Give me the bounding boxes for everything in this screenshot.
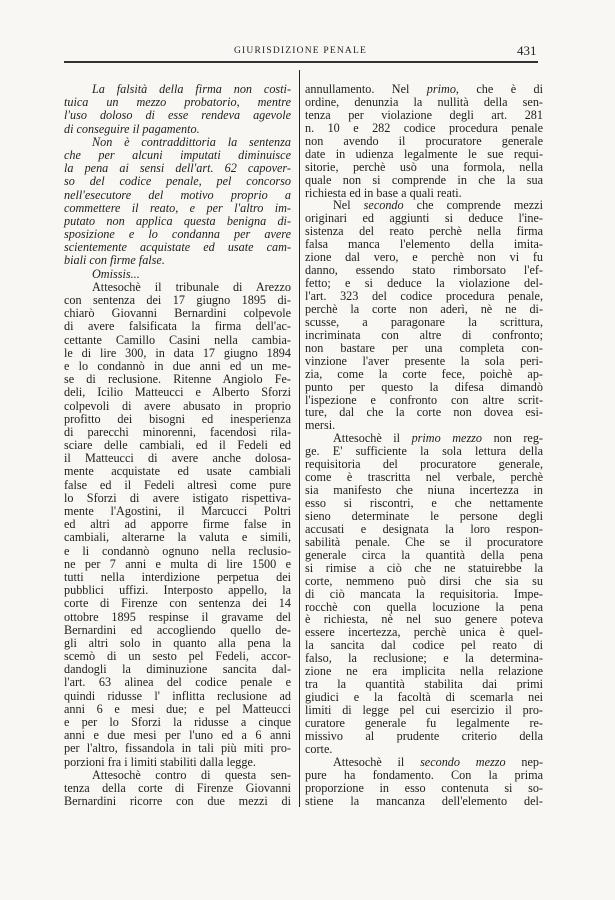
line-text: false ed il Fedeli altresì come pure bbox=[64, 477, 291, 492]
line-text: profitto dei bisogni ed inesperienza bbox=[64, 411, 291, 426]
text-line bbox=[305, 756, 543, 769]
text-line bbox=[64, 347, 291, 360]
line-text: giudici e la facoltà di scemarla nei bbox=[305, 690, 543, 705]
line-text: zia, come la corte fece, poichè ap- bbox=[305, 366, 543, 381]
line-text: falsa manca l'elemento della imita- bbox=[305, 237, 543, 252]
text-segment: , che è di bbox=[455, 82, 543, 96]
line-text: anni 6 e mesi due; e pel Matteucci bbox=[64, 701, 291, 716]
line-text: quindi ridusse l' inflitta reclusione ad bbox=[64, 688, 291, 703]
paragraph bbox=[305, 756, 543, 808]
text-line bbox=[305, 549, 543, 562]
line-text: per l'altro, fissandola in tali più miti pro- bbox=[64, 741, 291, 756]
line-text bbox=[319, 756, 543, 769]
line-text: mersi. bbox=[305, 418, 336, 433]
text-line bbox=[64, 109, 291, 122]
line-text: putato non applica questa benigna di- bbox=[64, 213, 291, 228]
text-line bbox=[305, 588, 543, 601]
line-text: punto per questo la difesa dimandò bbox=[305, 379, 543, 394]
paragraph bbox=[305, 199, 543, 432]
line-text: cettante Camillo Casini nella cambia- bbox=[64, 332, 291, 347]
text-line bbox=[64, 611, 291, 624]
column-divider bbox=[299, 70, 300, 807]
line-text: limiti di legge pel cui esercizio il pro- bbox=[305, 703, 543, 717]
text-line bbox=[64, 334, 291, 347]
line-text: sabilità penale. Che se il procuratore bbox=[305, 534, 543, 549]
text-line bbox=[305, 290, 543, 303]
line-text: e per lo Sforzi la ridusse a cinque bbox=[64, 715, 291, 729]
line-text: l'uso doloso di esse rendeva agevole bbox=[64, 108, 291, 123]
text-line bbox=[64, 676, 291, 689]
line-text: missivo al prudente criterio della bbox=[305, 728, 543, 743]
line-text: esso si riscontri, e che nettamente bbox=[305, 496, 543, 510]
line-text: di avere falsificata la firma dell'ac- bbox=[64, 319, 291, 334]
text-line bbox=[305, 148, 543, 161]
text-segment: annullamento. Nel bbox=[305, 82, 427, 96]
text-line bbox=[305, 316, 543, 329]
line-text: so del codice penale, pel concorso bbox=[64, 174, 291, 189]
line-text: di conseguire il pagamento. bbox=[64, 121, 200, 136]
line-text: non avendo il procuratore generale bbox=[305, 133, 543, 148]
line-text: Attesochè il tribunale di Arezzo bbox=[92, 279, 291, 294]
text-line bbox=[305, 381, 543, 394]
line-text: sieno determinate le persone degli bbox=[305, 508, 543, 523]
line-text: curatore generale fu legalmente re- bbox=[305, 715, 543, 730]
text-line bbox=[305, 717, 543, 730]
text-line bbox=[305, 536, 543, 549]
line-text: si rimise a ciò che ne statuirebbe la bbox=[305, 560, 543, 575]
line-text: corte di Firenze con sentenza dei 14 bbox=[64, 596, 291, 611]
line-text: requisitoria del procuratore generale, bbox=[305, 457, 543, 472]
header-rule bbox=[64, 61, 538, 63]
text-segment: non reg- bbox=[482, 431, 543, 446]
line-text: le di lire 300, in data 17 giugno 1894 bbox=[64, 345, 291, 360]
running-head: GIURISDIZIONE PENALE bbox=[234, 46, 367, 56]
line-text: nell'esecutore del motivo proprio a bbox=[64, 187, 291, 202]
italic-term: secondo mezzo bbox=[420, 754, 506, 769]
text-line bbox=[64, 400, 291, 413]
text-line bbox=[64, 558, 291, 571]
text-line bbox=[305, 122, 543, 135]
line-text: lo Sforzi di avere istigato rispettiva- bbox=[64, 490, 291, 505]
line-text: richiesta ed in base a quali reati. bbox=[305, 185, 462, 200]
line-text: sistenza del reato perchè nella firma bbox=[305, 224, 543, 239]
line-text: perchè la corte non aderì, nè ne di- bbox=[305, 301, 543, 316]
line-text: falso, la reclusione; e la determina- bbox=[305, 651, 543, 666]
line-text: pure ha fondamento. Con la prima bbox=[305, 767, 543, 782]
line-text: La falsità della firma non costi- bbox=[92, 82, 291, 96]
line-text: mente acquistate ed usate cambiali bbox=[64, 464, 291, 479]
line-text: colpevoli di avere abusato in proprio bbox=[64, 398, 291, 413]
paragraph bbox=[64, 83, 291, 136]
text-line bbox=[64, 254, 291, 267]
text-line bbox=[64, 413, 291, 426]
paragraph bbox=[64, 136, 291, 268]
paragraph bbox=[64, 769, 291, 809]
line-text: sitorie, perchè usò una formola, nella bbox=[305, 159, 543, 174]
text-line bbox=[64, 769, 291, 782]
line-text: biali con firme false. bbox=[64, 253, 165, 268]
line-text: ottobre 1895 respinse il gravame del bbox=[64, 609, 291, 624]
line-text: tenza per violazione degli art. 281 bbox=[305, 107, 543, 122]
text-line bbox=[64, 479, 291, 492]
line-text: la sancita dal codice pel reato di bbox=[305, 638, 543, 653]
text-segment: che comprende mezzi bbox=[403, 198, 543, 213]
text-line bbox=[305, 704, 543, 717]
line-text: essere incertezza, perchè unica è quel- bbox=[305, 625, 543, 640]
line-text: gli altri solo in quanto alla pena la bbox=[64, 635, 291, 650]
line-text: scemò di un sesto pel Fedeli, accor- bbox=[64, 649, 291, 664]
left-column bbox=[64, 83, 291, 808]
line-text: tenza della corte di Firenze Giovanni bbox=[64, 780, 291, 795]
text-line bbox=[64, 123, 291, 136]
text-segment: Attesochè il bbox=[333, 431, 412, 446]
line-text: anni e due mesi per l'uno ed a 6 anni bbox=[64, 728, 291, 743]
text-line bbox=[305, 406, 543, 419]
line-text: dandogli la diminuzione sancita dal- bbox=[64, 662, 291, 677]
text-line bbox=[305, 368, 543, 381]
page-number: 431 bbox=[517, 43, 537, 58]
line-text: ge. E' sufficiente la sola lettura della bbox=[305, 444, 543, 459]
text-line bbox=[64, 465, 291, 478]
line-text: sciare delle cambiali, ed il Fedeli ed bbox=[64, 438, 291, 453]
text-line bbox=[305, 96, 543, 109]
line-text: vinzione l'aver presente la sola peri- bbox=[305, 353, 543, 368]
line-text: ne per 7 anni e multa di lire 1500 e bbox=[64, 556, 291, 571]
text-line bbox=[305, 510, 543, 523]
line-text: se di reclusione. Ritenne Angiolo Fe- bbox=[64, 372, 291, 387]
line-text: l'art. 63 alinea del codice penale e bbox=[64, 675, 291, 690]
text-line bbox=[64, 795, 291, 808]
text-line bbox=[64, 268, 291, 281]
line-text: con sentenza dei 17 giugno 1895 di- bbox=[64, 293, 291, 307]
paragraph bbox=[64, 281, 291, 769]
line-text: Bernardini ed accogliendo quello de- bbox=[64, 622, 291, 637]
line-text: mente l'Agostini, il Marcucci Poltri bbox=[64, 504, 291, 518]
text-segment: nep- bbox=[505, 754, 544, 769]
text-line bbox=[305, 795, 543, 808]
line-text: la pena ai sensi dell'art. 62 capover- bbox=[64, 161, 291, 176]
text-segment: Nel bbox=[333, 198, 364, 213]
line-text: e li condannò ognuno nella reclusio- bbox=[64, 543, 291, 558]
text-line bbox=[305, 769, 543, 782]
line-text: danno, essendo stato rimborsato l'ef- bbox=[305, 263, 543, 278]
line-text: quale non si comprende in che la sua bbox=[305, 172, 543, 187]
line-text: corte, nemmeno può dirsi che sia su bbox=[305, 573, 543, 588]
line-text: fetto; e si deduce la violazione del- bbox=[305, 276, 543, 291]
text-segment: Attesochè il bbox=[333, 754, 421, 769]
text-line bbox=[64, 690, 291, 703]
line-text: l'ispezione e confronto con altre scrit- bbox=[305, 392, 543, 407]
line-text: Attesochè contro di questa sen- bbox=[92, 767, 291, 782]
line-text: Bernardini ricorre con due mezzi di bbox=[64, 794, 291, 809]
text-line bbox=[305, 135, 543, 148]
italic-term: primo bbox=[426, 82, 456, 96]
line-text: il Matteucci di avere anche dolosa- bbox=[64, 451, 291, 466]
text-line bbox=[305, 497, 543, 510]
text-line bbox=[64, 136, 291, 149]
text-line bbox=[64, 742, 291, 755]
line-text: rocchè con quella locuzione la pena bbox=[305, 599, 543, 614]
line-text: Non è contraddittoria la sentenza bbox=[92, 134, 291, 149]
line-text: tutti nella interdizione perpetua dei bbox=[64, 569, 291, 584]
line-text: scientemente acquistate ed usate cam- bbox=[64, 240, 291, 255]
line-text: zione dal vero, e perchè non vi fu bbox=[305, 250, 543, 265]
text-line bbox=[305, 562, 543, 575]
text-line bbox=[64, 320, 291, 333]
line-text: che per alcuni imputati diminuisce bbox=[64, 147, 291, 162]
line-text: corte. bbox=[305, 741, 333, 756]
line-text: come è trascritta nel verbale, perchè bbox=[305, 470, 543, 485]
line-text: stiene la mancanza dell'elemento del- bbox=[305, 793, 543, 808]
text-line bbox=[305, 83, 543, 96]
text-line bbox=[305, 523, 543, 536]
line-text: porzioni fra i limiti stabiliti dalla legge. bbox=[64, 754, 256, 769]
line-text: proporzione in esso contenuta si so- bbox=[305, 780, 543, 795]
line-text: chiarò Giovanni Bernardini colpevole bbox=[64, 306, 291, 321]
line-text: cambiali, alterarne la valuta e simili, bbox=[64, 530, 291, 545]
line-text: ordine, denunzia la nullità della sen- bbox=[305, 94, 543, 109]
line-text: non bastare per una completa con- bbox=[305, 340, 543, 355]
text-line bbox=[64, 624, 291, 637]
text-line bbox=[305, 174, 543, 187]
line-text: di ciò mancata la requisitoria. Impe- bbox=[305, 586, 543, 601]
line-text: zione ne era implicita nella relazione bbox=[305, 664, 543, 679]
right-column bbox=[305, 83, 543, 808]
text-line bbox=[64, 386, 291, 399]
paragraph bbox=[64, 268, 291, 281]
paragraph bbox=[305, 432, 543, 755]
text-line bbox=[305, 782, 543, 795]
line-text bbox=[305, 83, 543, 96]
text-line bbox=[64, 756, 291, 769]
line-text: sia manifesto che niuna incertezza in bbox=[305, 483, 543, 498]
line-text: tra la quantità stabilita dai primi bbox=[305, 677, 543, 692]
line-text: accusati e designata la loro respon- bbox=[305, 521, 543, 536]
text-line bbox=[64, 175, 291, 188]
line-text: deli, Icilio Matteucci e Alberto Sforzi bbox=[64, 385, 291, 400]
line-text: date in udienza legalmente le sue requi- bbox=[305, 146, 543, 161]
line-text: scusse, a paragonare la scrittura, bbox=[305, 314, 543, 329]
text-line bbox=[64, 189, 291, 202]
italic-term: primo mezzo bbox=[411, 431, 483, 446]
text-line bbox=[305, 575, 543, 588]
line-text: commettere il reato, e per l'altro im- bbox=[64, 200, 291, 215]
text-line bbox=[305, 329, 543, 342]
line-text: pubblici uffizi. Interposto appello, la bbox=[64, 583, 291, 598]
line-text: incriminata con altre di confronto; bbox=[305, 327, 543, 342]
text-line bbox=[305, 161, 543, 174]
line-text: originari ed aggiunti si deduce l'ine- bbox=[305, 211, 543, 226]
text-line bbox=[305, 303, 543, 316]
line-text: l'art. 323 del codice procedura penale, bbox=[305, 289, 543, 303]
paragraph bbox=[305, 83, 543, 199]
text-line bbox=[305, 109, 543, 122]
line-text: sposizione e lo condanna per avere bbox=[64, 227, 291, 242]
text-line bbox=[64, 531, 291, 544]
text-line bbox=[64, 597, 291, 610]
line-text: e lo condannò in due anni ed un me- bbox=[64, 358, 291, 373]
line-text: Omissis... bbox=[92, 266, 140, 281]
line-text: n. 10 e 282 codice procedura penale bbox=[305, 120, 543, 135]
line-text: ture, dal che la corte non dovea esi- bbox=[305, 405, 543, 420]
text-line bbox=[64, 202, 291, 215]
line-text: generale circa la quantità della pena bbox=[305, 547, 543, 562]
italic-term: secondo bbox=[363, 198, 404, 213]
line-text: di parecchi minorenni, facendosi rila- bbox=[64, 424, 291, 439]
text-line bbox=[305, 342, 543, 355]
line-text: è richiesta, nè nel suo genere poteva bbox=[305, 612, 543, 627]
text-line bbox=[64, 545, 291, 558]
line-text: tuica un mezzo probatorio, mentre bbox=[64, 95, 291, 110]
text-line bbox=[305, 355, 543, 368]
text-line bbox=[305, 730, 543, 743]
line-text: ed altri ad apporre firme false in bbox=[64, 517, 291, 532]
